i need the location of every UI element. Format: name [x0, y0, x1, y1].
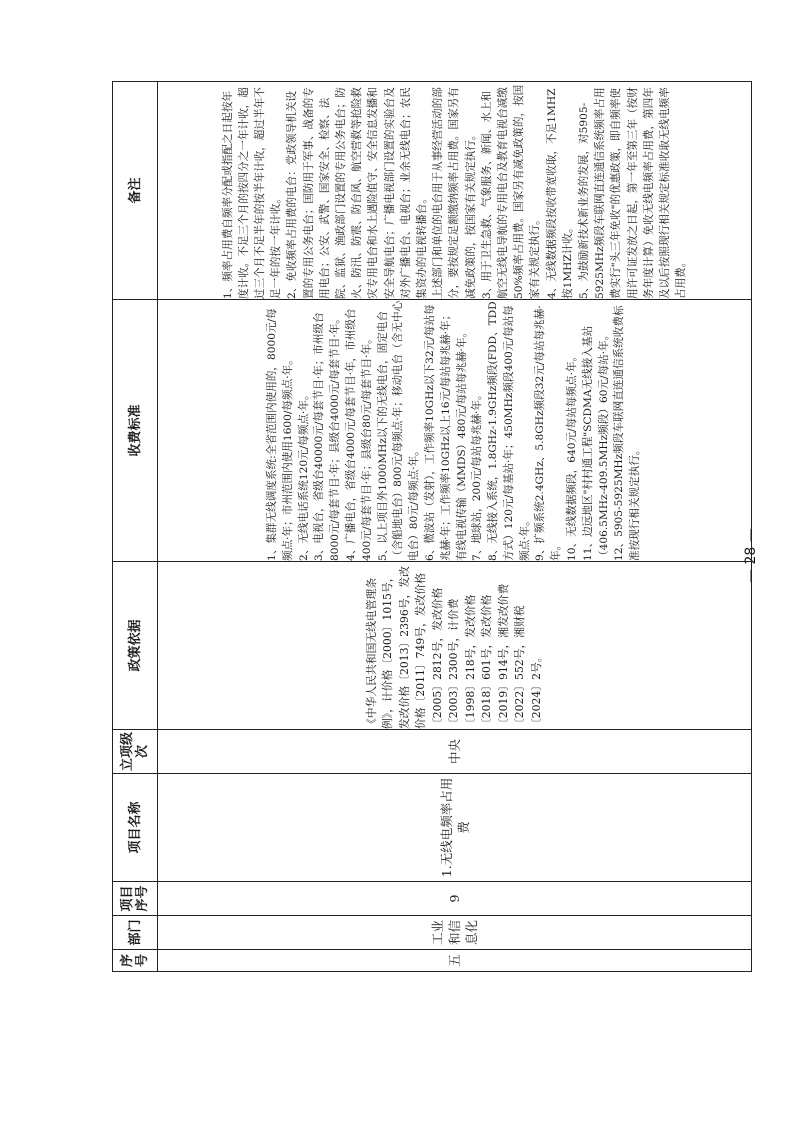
- remark-item: 5、为鼓励新技术新业务的发展，对5905-5925MHz频段车联网直连通信系统频率占用费实行"头三年免收"的优惠政策，即自频率使用许可证发放之日起，第一年至第三年（按财务年度计算）免收无线电频率占用费，第四年及以后按照现行相关规定标准收取无线电频率占用费。: [578, 87, 688, 299]
- cell-standard: [158, 300, 752, 562]
- fee-table: [112, 81, 752, 972]
- header-row: [113, 82, 158, 972]
- header-policy: 政策依据: [113, 562, 158, 730]
- standard-item: 4、广播电台，省级台4000元/每套节目·年，市州级台400元/每套节目·年；县级台80元/每套节目·年。: [344, 308, 373, 561]
- remark-item: 4、无线数据频段按收带宽收取，不足1MHZ按1MHZ计收。: [545, 88, 574, 299]
- cell-level: 中央: [158, 730, 752, 774]
- standard-item: 9、扩频系统2.4GHz、5.8GHz频段32元/每站每兆赫·年。: [534, 305, 563, 561]
- cell-seq: 五: [158, 950, 752, 972]
- cell-dept: 工业和信息化: [158, 916, 752, 950]
- header-remark: 备注: [113, 82, 158, 300]
- standard-item: 3、电视台，省级台40000元/每套节目·年；市州级台8000元/每套节目·年；县级台4000元/每套节目·年。: [313, 312, 342, 561]
- cell-policy: 《中华人民共和国无线电管理条例》，计价格〔2000〕1015号，发改价格〔2013〕2396号，发改价格〔2011〕749号，发改价格〔2005〕2812号，发改价格〔2003〕2300号，计价费〔1998〕218号，发改价格〔2018〕601号，发改价格〔2019〕914号，湘发改价费〔2022〕552号，湘财税〔2024〕2号。: [158, 562, 752, 730]
- remark-item: 3、用于卫生急救、气象服务、新闻、水上和航空无线电导航的专用电台及教育电视台减缴50%频率占用费。国家另有减免政策的，按国家有关规定执行。: [480, 84, 542, 299]
- cell-remark: [158, 82, 752, 300]
- standard-item: 2、无线电话系统120元/每频点·年。: [297, 389, 310, 561]
- header-standard: 收费标准: [113, 300, 158, 562]
- remark-item: 2、免收频率占用费的电台：党政领导机关设置的专用公务电台；国防用于军事、战备的专用电台；公安、武警、国家安全、检察、法院、监狱、渔政部门设置的专用公务电台；防火、防汛、防震、防台风、航空营救等抢险救灾专用电台和水上遇险值守、安全信息发播和安全导航电台；广播电视部门设置的实验台及对外广播电台、电视台；业余无线电台；农民集资办的电视转播台。: [286, 87, 428, 299]
- standard-item: 11、边远地区"村村通工程"SCDMA无线接入基站（406.5MHz-409.5MHz频段）60元/每站·年。: [581, 325, 610, 561]
- cell-item-name: 1.无线电频率占用费: [158, 774, 752, 882]
- header-dept: 部门: [113, 916, 158, 950]
- standard-item: 5、以上项目外1000MHz以下的无线电台，固定电台（含船地电台）800元/每频点·年；移动电台（含无中心电台）80元/每频点·年。: [376, 300, 421, 561]
- standard-item: 1、集群无线调度系统:全省范围内使用的，8000元/每频点·年；市州范围内使用1600/每频点·年。: [265, 308, 294, 561]
- rotated-table-container: [112, 82, 752, 972]
- remark-item: 1、频率占用费自频率分配或指配之日起按年度计收。不足三个月的按四分之一年计收，超过三个月不足半年的按半年计收，超过半年不足一年的按一年计收。: [221, 87, 283, 299]
- standard-item: 6、微波站（发射），工作频率10GHz以下32元/每站每兆赫·年；工作频率10GHz以上16元/每站每兆赫·年；有线电视传输（MMDS）480元/每站每兆赫·年。: [423, 304, 468, 561]
- header-item-name: 项目名称: [113, 774, 158, 882]
- cell-item-seq: 9: [158, 882, 752, 916]
- header-level: 立项级次: [113, 730, 158, 774]
- header-seq: 序号: [113, 950, 158, 972]
- standard-item: 12、5905-5925MHz频段车联网直连通信系统收费标准按现行相关规定执行。: [613, 305, 642, 561]
- standard-item: 10、无线数据频段，640元/每站每频点·年。: [566, 350, 579, 561]
- standard-item: 7、地球站，200元/每站每兆赫·年。: [471, 389, 484, 561]
- standard-item: 8、无线接入系统，1.8GHz-1.9GHz频段(FDD、TDD方式）120元/每基站·年；450MHz频段400元/每站每频点·年。: [487, 301, 531, 561]
- header-item-seq: 项目序号: [113, 882, 158, 916]
- table-row: [158, 82, 752, 972]
- remark-item: 上述部门和单位的电台用于从事经营活动的部分，要按规定足额缴纳频率占用费。国家另有减免政策的，按国家有关规定执行。: [432, 87, 477, 299]
- page-number: — 28 —: [743, 528, 759, 583]
